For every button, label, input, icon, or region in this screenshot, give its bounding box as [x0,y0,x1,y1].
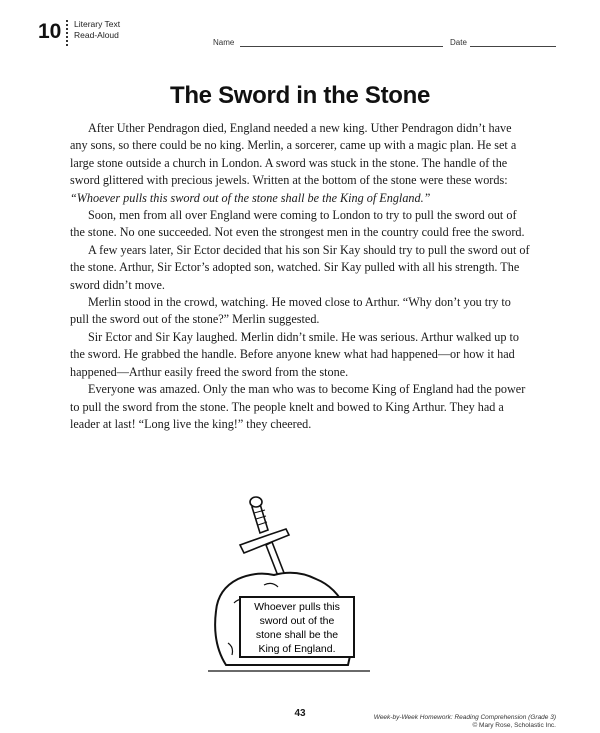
section-label [74,19,120,41]
svg-text:Whoever pulls this: Whoever pulls this [254,601,340,613]
sword-icon [240,497,289,581]
paragraph-3: A few years later, Sir Ector decided that his son Sir Kay should try to pull the sword out of the stone. Arthur, Sir Ector’s adopted son, watched. Sir Kay pulled with all his strength. The sword didn’t move. [70,242,530,292]
sword-in-stone-illustration [204,493,374,678]
svg-text:stone shall be the: stone shall be the [255,629,339,641]
story-title: The Sword in the Stone [169,82,431,109]
credit-line-1: Week-by-Week Homework: Reading Comprehension (Grade 3) [373,714,556,721]
dotted-divider [66,20,70,46]
story-body [70,120,532,433]
lesson-number: 10 [38,20,62,43]
name-label: Name [213,38,235,47]
credit-line-2: © Mary Rose, Scholastic Inc. [472,722,556,729]
section-label-line2: Read-Aloud [74,30,119,40]
paragraph-1: After Uther Pendragon died, England needed a new king. Uther Pendragon didn’t have any sons, so there could be no king. Merlin, a sorcerer, came up with a magic plan. He set a large stone outside a church in London. A sword was stuck in the stone. The handle of the sword glittered with precious jewels. Written at the bottom of the stone were these words: “Whoever pulls this sword out of the stone shall be the King of England.” [70,121,517,205]
date-label: Date [450,38,467,47]
svg-text:King of England.: King of England. [258,643,336,655]
paragraph-4: Merlin stood in the crowd, watching. He moved close to Arthur. “Why don’t you try to pull the sword out of the stone?” Merlin suggested. [70,295,511,327]
svg-text:sword out of the: sword out of the [259,615,335,627]
section-label-line1: Literary Text [74,19,121,29]
stone-sign [240,597,354,657]
paragraph-2: Soon, men from all over England were coming to London to try to pull the sword out of the stone. No one succeeded. Not even the strongest men in the country could free the sword. [70,208,525,240]
paragraph-5: Sir Ector and Sir Kay laughed. Merlin didn’t smile. He was serious. Arthur walked up to the sword. He grabbed the handle. Before anyone knew what had happened—or how it had happened—Arthur easily freed the sword from the stone. [70,329,520,379]
paragraph-6: Everyone was amazed. Only the man who was to become King of England had the power to pull the sword from the stone. The people knelt and bowed to King Arthur. They had a leader at last! “Long live the king!” they cheered. [70,382,526,431]
name-field[interactable] [240,46,443,47]
footer-page-number: 43 [294,708,306,719]
date-field[interactable] [470,46,556,47]
page-header [38,18,556,50]
stone-quote: “Whoever pulls this sword out of the stone shall be the King of England.” [70,190,431,205]
